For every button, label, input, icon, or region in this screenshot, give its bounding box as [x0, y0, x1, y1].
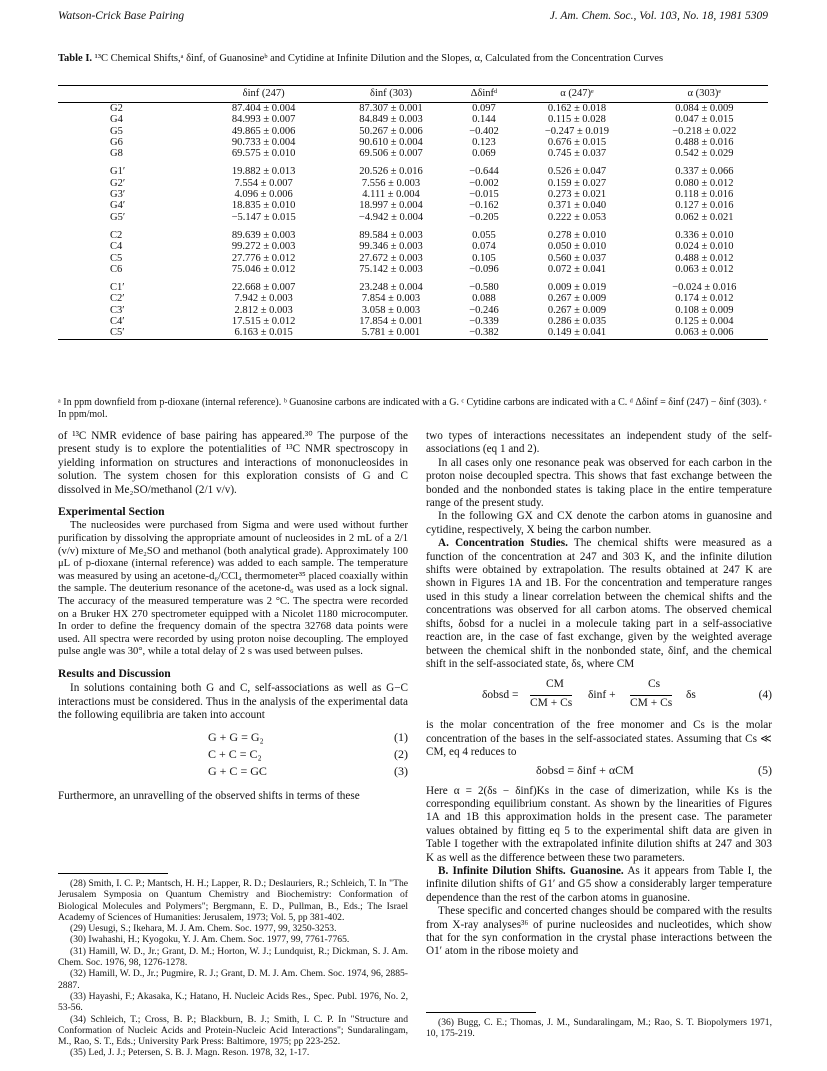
table-cell: 7.942 ± 0.003 [234, 293, 293, 305]
table-header-row [58, 86, 768, 103]
table-cell: 0.488 ± 0.012 [675, 252, 734, 264]
carbon-label: C5′ [58, 327, 200, 339]
table-cell: 0.222 ± 0.053 [547, 211, 607, 223]
paragraph: These specific and concerted changes should be compared with the results from X-ray analyses³⁶ of purine nucleosides and nucleotides, which show that for the syn conformation in the crystal phase interactions between the O1′ atom in the ribose moiety and [426, 905, 772, 958]
equation-text: G + C = GC [208, 763, 267, 778]
table-cell: 0.560 ± 0.037 [547, 252, 607, 264]
carbon-label: G6 [110, 136, 123, 148]
carbon-label: G1′ [110, 166, 126, 178]
table-cell: −0.024 ± 0.016 [672, 282, 737, 294]
equation-text: C + C = C₂ [208, 746, 262, 761]
references-right [426, 1012, 772, 1040]
concentration-paragraph [426, 537, 772, 671]
data-table [58, 85, 768, 340]
table-cell: 0.267 ± 0.009 [547, 304, 607, 316]
table-cell: 0.125 ± 0.004 [675, 316, 734, 328]
table-row [58, 253, 768, 264]
table-cell: 27.672 ± 0.003 [359, 252, 423, 264]
table-cell: 0.127 ± 0.016 [675, 200, 734, 212]
running-header [58, 10, 768, 26]
table-cell: 0.337 ± 0.066 [675, 166, 734, 178]
table-cell: 4.111 ± 0.004 [362, 189, 420, 201]
table-cell: 0.159 ± 0.027 [547, 177, 607, 189]
table-cell: 0.144 [472, 114, 496, 126]
carbon-label: C3′ [110, 304, 125, 316]
table-cell: 0.063 ± 0.012 [675, 263, 734, 275]
table-row [58, 114, 768, 125]
table-row [58, 200, 768, 211]
equation-number: (5) [758, 762, 772, 777]
table-cell: −0.218 ± 0.022 [672, 125, 737, 137]
carbon-label: C4′ [110, 316, 125, 328]
eq4-den1: CM + Cs [530, 697, 573, 710]
group-spacer [58, 275, 768, 282]
table-cell: −0.247 ± 0.019 [544, 125, 610, 137]
table-cell: 17.854 ± 0.001 [359, 316, 423, 328]
table-row [58, 264, 768, 275]
reference: (28) Smith, I. C. P.; Mantsch, H. H.; Lapper, R. D.; Deslauriers, R.; Schleich, T. In "The Jerusalem Symposia on Quantum Chemistry and Biochemistry: Conformation of Biological Molecules and Polymers"; Bergmann, E. D., Pullman, B., Eds.; The Israel Academy of Sciences of Humanities: Jerusalem, 1973; Vol. 5, pp 381-402. [58, 878, 408, 923]
paragraph: In the following GX and CX denote the carbon atoms in guanosine and cytidine, respectively, X being the carbon number. [426, 510, 772, 536]
table-cell: −0.339 [469, 316, 499, 328]
table-row [58, 166, 768, 177]
infinite-dilution-paragraph [426, 865, 772, 905]
eq4-num1: CM [546, 678, 564, 691]
table-cell: 0.009 ± 0.019 [547, 282, 607, 294]
experimental-heading: Experimental Section [58, 505, 165, 519]
table-cell: 17.515 ± 0.012 [231, 316, 296, 328]
table-cell: 99.346 ± 0.003 [359, 241, 423, 253]
table-cell: −0.205 [469, 211, 499, 223]
reference: (34) Schleich, T.; Cross, B. P.; Blackburn, B. J.; Smith, I. C. P. In "Structure and Conformation of Nucleic Acids and Protein-Nucleic Acid Interactions"; Sundaralingam, M., Rao, S. T., Eds.; University Park Press: Baltimore, 1975; pp 223-252. [58, 1013, 408, 1048]
table-row [58, 178, 768, 189]
group-spacer [58, 223, 768, 230]
continuation-paragraph: Furthermore, an unravelling of the observed shifts in terms of these [58, 789, 360, 802]
eq4-tail: δs [686, 689, 696, 702]
table-cell: 7.556 ± 0.003 [361, 177, 421, 189]
table-cell: 0.676 ± 0.015 [547, 136, 607, 148]
table-cell: 6.163 ± 0.015 [200, 327, 327, 339]
table-cell: 0.108 ± 0.009 [675, 304, 734, 316]
right-column [426, 430, 772, 959]
table-cell: 69.506 ± 0.007 [359, 148, 423, 160]
equation-number: (2) [394, 746, 408, 761]
carbon-label: G8 [110, 148, 123, 160]
table-cell: 0.371 ± 0.040 [547, 200, 607, 212]
table-cell: 7.854 ± 0.003 [361, 293, 421, 305]
table-cell: 0.526 ± 0.047 [547, 166, 607, 178]
table-row [58, 189, 768, 200]
table-cell: 0.162 ± 0.018 [547, 103, 607, 114]
section-heading-inline: A. Concentration Studies. [438, 537, 568, 550]
column-header: δinf (303) [327, 86, 454, 103]
table-label: Table I. [58, 53, 93, 64]
table-cell: 0.336 ± 0.010 [675, 229, 734, 241]
table-cell: 0.542 ± 0.029 [675, 148, 734, 160]
results-paragraph: In solutions containing both G and C, self-associations as well as G−C interactions must be considered. Thus in the analysis of the experimental data the following equilibria are taken into account [58, 682, 408, 722]
equation-number: (4) [758, 689, 772, 702]
table-cell: 3.058 ± 0.003 [361, 304, 421, 316]
eq4-mid: δinf + [588, 689, 616, 702]
paragraph-text: As it appears from Table I, the infinite dilution shifts of G1′ and G5 show a considerably larger temperature dependence than the rest of the carbon atoms in guanosine. [426, 864, 772, 904]
section-heading-inline: B. Infinite Dilution Shifts. Guanosine. [438, 864, 624, 877]
equation-text: G + G = G₂ [208, 729, 264, 744]
table-cell: 99.272 ± 0.003 [231, 241, 296, 253]
table-cell: 19.882 ± 0.013 [231, 166, 296, 178]
table-row [58, 316, 768, 327]
eq4-den2: CM + Cs [630, 697, 673, 710]
table-footnotes: ᵃ In ppm downfield from p-dioxane (internal reference). ᵇ Guanosine carbons are indicated with a G. ᶜ Cytidine carbons are indicated with a C. ᵈ Δδinf = δinf (247) − δinf (303). ᵉ In ppm/mol. [58, 397, 767, 420]
table-cell: 87.307 ± 0.001 [359, 103, 423, 114]
column-header: α (303)ᵉ [641, 86, 768, 103]
table-cell: −0.580 [469, 282, 499, 294]
paragraph-text: The chemical shifts were measured as a function of the concentration at 247 and 303 K, and the infinite dilution shifts were obtained by extrapolation. The results obtained at 247 K are shown in Figures 1A and 1B. For the concentration and temperature ranges used in this study a linear correlation between the chemical shifts and the concentrations was observed for all carbon atoms. The observed chemical shifts, δobsd for a nuclei in a molecule taking part in a self-associative reaction are, in the case of fast exchange, given by the weighted average between the chemical shift in the nonbonded state, δinf, and the chemical shift in the self-associated state, δs, where CM [426, 537, 772, 670]
table-cell: −5.147 ± 0.015 [231, 211, 296, 223]
column-header: α (247)ᵉ [513, 86, 640, 103]
carbon-label: G2 [110, 103, 123, 114]
table-cell: 0.273 ± 0.021 [547, 189, 607, 201]
equation-2 [58, 748, 408, 765]
table-caption [58, 52, 768, 65]
table-cell: 0.115 ± 0.028 [548, 114, 606, 126]
carbon-label: G5′ [110, 211, 126, 223]
table-cell: 0.149 ± 0.041 [513, 327, 640, 339]
table-cell: 50.267 ± 0.006 [359, 125, 423, 137]
equation-3 [58, 765, 408, 782]
column-header [58, 86, 200, 103]
column-header: Δδinfᵈ [455, 86, 514, 103]
table-cell: 0.072 ± 0.041 [547, 263, 607, 275]
table-cell: 0.069 [472, 148, 496, 160]
table-cell: 0.024 ± 0.010 [675, 241, 734, 253]
table-cell: 0.055 [472, 229, 496, 241]
table-cell: 90.610 ± 0.004 [359, 136, 423, 148]
eq4-lhs: δobsd = [482, 689, 519, 702]
left-column [58, 430, 408, 803]
table-cell: 0.062 ± 0.021 [675, 211, 734, 223]
group-spacer [58, 159, 768, 166]
table-cell: 0.745 ± 0.037 [547, 148, 607, 160]
table-cell: 75.142 ± 0.003 [359, 263, 423, 275]
references-rule [58, 873, 168, 874]
table-row [58, 230, 768, 241]
table-cell: 0.267 ± 0.009 [547, 293, 607, 305]
table-cell: −0.096 [469, 263, 499, 275]
table-cell: 18.997 ± 0.004 [359, 200, 423, 212]
table-row [58, 305, 768, 316]
carbon-label: C2′ [110, 293, 125, 305]
table-cell: 0.088 [472, 293, 496, 305]
table-cell: 0.488 ± 0.016 [675, 136, 734, 148]
reference: (32) Hamill, W. D., Jr.; Pugmire, R. J.; Grant, D. M. J. Am. Chem. Soc. 1974, 96, 2885-2887. [58, 968, 408, 991]
column-header: δinf (247) [200, 86, 327, 103]
table-row [58, 241, 768, 252]
table-row [58, 327, 768, 339]
table-cell: 49.865 ± 0.006 [231, 125, 296, 137]
references-rule [426, 1012, 536, 1013]
table-cell: 84.993 ± 0.007 [231, 114, 296, 126]
table-cell: 18.835 ± 0.010 [231, 200, 296, 212]
equation-number: (1) [394, 729, 408, 744]
table-cell: 75.046 ± 0.012 [231, 263, 296, 275]
table-row [58, 293, 768, 304]
table-cell: 5.781 ± 0.001 [327, 327, 454, 339]
eq4-num2: Cs [648, 678, 661, 691]
table-cell: −4.942 ± 0.004 [358, 211, 424, 223]
table-cell: 87.404 ± 0.004 [231, 103, 296, 114]
experimental-paragraph: The nucleosides were purchased from Sigma and were used without further purification by dissolving the appropriate amount of nucleosides in 2 mL of a 2/1 (v/v) mixture of Me₂SO and methanol (both analytical grade). Approximately 100 μL of p-dioxane (internal reference) was added to each sample. The temperature was measured by using an acetone-d₆/CCl₄ thermometer³⁵ placed coaxially within the sample. The deuterium resonance of the acetone-d₆ was used as a lock signal. The accuracy of the measured temperature was 2 °C. The spectra were recorded on a Bruker HX 270 spectrometer equipped with a Nicolet 1180 microcomputer. In order to define the frequency domain of the spectra 32768 data points were used. All spectra were recorded by using proton noise decoupling. The employed pulse angle was 30°, while a total delay of 2 s was used between pulses. [58, 520, 408, 658]
table-cell: 0.084 ± 0.009 [675, 103, 734, 114]
table-cell: 0.050 ± 0.010 [547, 241, 607, 253]
paragraph: is the molar concentration of the free monomer and Cs is the molar concentration of the bases in the self-associated states. Assuming that Cs ≪ CM, eq 4 reduces to [426, 719, 772, 759]
table-cell: 0.123 [472, 136, 496, 148]
references-left [58, 873, 408, 1059]
table-cell: 90.733 ± 0.004 [231, 136, 296, 148]
table-cell: 89.639 ± 0.003 [231, 229, 296, 241]
reference: (29) Uesugi, S.; Ikehara, M. J. Am. Chem. Soc. 1977, 99, 3250-3253. [70, 923, 337, 935]
reference: (33) Hayashi, F.; Akasaka, K.; Hatano, H. Nucleic Acids Res., Spec. Publ. 1976, No. 2, 53-56. [58, 990, 408, 1014]
table-cell: −0.162 [469, 200, 499, 212]
paragraph: Here α = 2(δs − δinf)Ks in the case of dimerization, while Ks is the corresponding equilibrium constant. As shown by the linearities of Figures 1A and 1B this approximation holds in the present case. The parameter values obtained by fitting eq 5 to the experimental shift data are given in Table I together with the extrapolated infinite dilution shifts at 247 and 303 K as well as the difference between these two parameters. [426, 784, 772, 864]
carbon-label: C6 [110, 263, 123, 275]
table-cell: 27.776 ± 0.012 [231, 252, 296, 264]
table-cell: 84.849 ± 0.003 [359, 114, 423, 126]
reference: (30) Iwahashi, H.; Kyogoku, Y. J. Am. Chem. Soc. 1977, 99, 7761-7765. [70, 934, 350, 946]
reference: (35) Led, J. J.; Petersen, S. B. J. Magn. Reson. 1978, 32, 1-17. [70, 1047, 310, 1059]
table-row [58, 126, 768, 137]
reference: (36) Bugg, C. E.; Thomas, J. M., Sundaralingam, M.; Rao, S. T. Biopolymers 1971, 10, 175-219. [426, 1017, 772, 1040]
equation-text: δobsd = δinf + αCM [536, 762, 634, 777]
table-cell: −0.402 [469, 125, 499, 137]
equation-1 [58, 731, 408, 748]
carbon-label: G4′ [110, 200, 126, 212]
equation-number: (3) [394, 763, 408, 778]
table-cell: 0.286 ± 0.035 [547, 316, 607, 328]
table-cell: 0.074 [472, 241, 496, 253]
table-cell: 0.278 ± 0.010 [547, 229, 607, 241]
table-cell: 7.554 ± 0.007 [234, 177, 293, 189]
table-cell: 89.584 ± 0.003 [359, 229, 423, 241]
table-cell: −0.015 [469, 189, 499, 201]
table-row [58, 148, 768, 159]
table-cell: 0.118 ± 0.016 [675, 189, 734, 201]
table-caption-text: ¹³C Chemical Shifts,ᵃ δinf, of Guanosineᵇ and Cytidine at Infinite Dilution and the Slopes, α, Calculated from the Concentration Curves [92, 53, 664, 64]
carbon-label: C2 [110, 229, 123, 241]
table-cell: −0.246 [469, 304, 499, 316]
carbon-label: C5 [110, 252, 123, 264]
table-cell: 0.097 [472, 103, 496, 114]
table-cell: 69.575 ± 0.010 [231, 148, 296, 160]
table-cell: 22.668 ± 0.007 [231, 282, 296, 294]
carbon-label: G3′ [110, 189, 126, 201]
carbon-label: G4 [110, 114, 123, 126]
results-heading: Results and Discussion [58, 666, 171, 680]
table-row [58, 103, 768, 115]
table-cell: 23.248 ± 0.004 [359, 282, 423, 294]
equilibria-list [58, 731, 408, 782]
table-cell: 2.812 ± 0.003 [234, 304, 293, 316]
table-cell: 0.063 ± 0.006 [641, 327, 768, 339]
equation-5 [426, 764, 772, 781]
carbon-label: G2′ [110, 177, 126, 189]
intro-paragraph: of ¹³C NMR evidence of base pairing has appeared.³⁰ The purpose of the present study is to explore the potentialities of ¹³C NMR spectroscopy in yielding information on structures and interactions of mononucleosides in solution. The system chosen for this exploration consists of G and C dissolved in Me₂SO/methanol (2/1 v/v). [58, 430, 408, 496]
table-cell: 0.047 ± 0.015 [675, 114, 734, 126]
paragraph: two types of interactions necessitates an independent study of the self-associations (eq 1 and 2). [426, 430, 772, 456]
equation-4 [426, 677, 772, 713]
table-cell: 0.105 [472, 252, 496, 264]
paragraph: In all cases only one resonance peak was observed for each carbon in the proton noise decoupled spectra. This shows that fast exchange between the bonded and the nonbonded states is taking place in the entire temperature range of the present study. [426, 456, 772, 510]
table-cell: −0.382 [455, 327, 514, 339]
table-cell: −0.644 [469, 166, 499, 178]
table-row [58, 212, 768, 223]
running-title: Watson-Crick Base Pairing [58, 10, 185, 22]
carbon-label: C4 [110, 241, 123, 253]
table-row [58, 282, 768, 293]
journal-citation: J. Am. Chem. Soc., Vol. 103, No. 18, 1981 5309 [549, 10, 768, 22]
carbon-label: G5 [110, 125, 123, 137]
carbon-label: C1′ [110, 282, 125, 294]
reference: (31) Hamill, W. D., Jr.; Grant, D. M.; Horton, W. J.; Lundquist, R.; Dickman, S. J. Am. Chem. Soc. 1976, 98, 1276-1278. [58, 945, 408, 969]
table-cell: −0.002 [469, 177, 499, 189]
table-cell: 20.526 ± 0.016 [359, 166, 423, 178]
table-row [58, 137, 768, 148]
table-cell: 4.096 ± 0.006 [234, 189, 293, 201]
table-cell: 0.174 ± 0.012 [675, 293, 734, 305]
table-cell: 0.080 ± 0.012 [675, 177, 734, 189]
